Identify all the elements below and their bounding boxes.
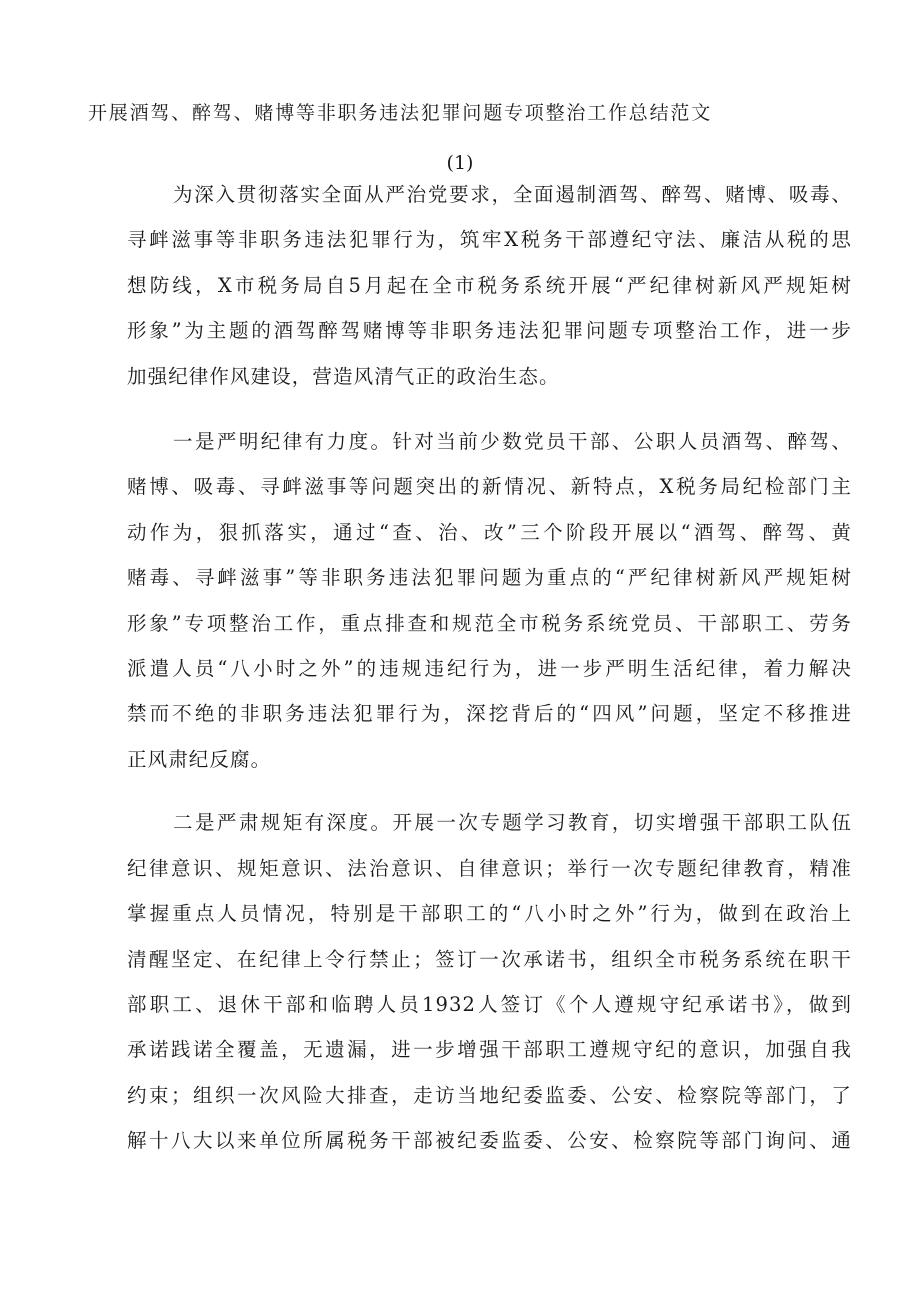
text-line: 形象”为主题的酒驾醉驾赌博等非职务违法犯罪问题专项整治工作，进一步 [127,319,852,343]
text-line: 为深入贯彻落实全面从严治党要求，全面遏制酒驾、醉驾、赌博、吸毒、 [173,183,852,206]
text-line: 寻衅滋事等非职务违法犯罪行为，筑牢X税务干部遵纪守法、廉洁从税的思 [127,228,852,252]
text-line: 想防线，X市税务局自5月起在全市税务系统开展“严纪律树新风严规矩树 [127,273,852,297]
text-line: 加强纪律作风建设，营造风清气正的政治生态。 [127,364,560,388]
text-line: 动作为，狠抓落实，通过“查、治、改”三个阶段开展以“酒驾、醉驾、黄 [127,520,852,544]
document-subtitle: (1) [446,152,474,174]
document-body [88,166,852,1164]
text-line: 形象”专项整治工作，重点排查和规范全市税务系统党员、干部职工、劳务 [127,611,852,635]
text-line: 部职工、退休干部和临聘人员1932人签订《个人遵规守纪承诺书》，做到 [127,992,852,1016]
text-line: 承诺践诺全覆盖，无遗漏，进一步增强干部职工遵规守纪的意识，加强自我 [127,1038,852,1062]
paragraph-discipline [88,419,852,782]
text-line: 约束；组织一次风险大排查，走访当地纪委监委、公安、检察院等部门，了 [127,1083,852,1107]
text-line: 一是严明纪律有力度。针对当前少数党员干部、公职人员酒驾、醉驾、 [173,430,852,454]
paragraph-rules [88,800,852,1163]
paragraph-intro [88,172,852,399]
text-line: 赌博、吸毒、寻衅滋事等问题突出的新情况、新特点，X税务局纪检部门主 [127,475,852,499]
text-line: 解十八大以来单位所属税务干部被纪委监委、公安、检察院等部门询问、通 [127,1129,852,1153]
text-line: 赌毒、寻衅滋事”等非职务违法犯罪问题为重点的“严纪律树新风严规矩树 [127,566,852,590]
text-line: 禁而不绝的非职务违法犯罪行为，深挖背后的“四风”问题，坚定不移推进 [127,702,852,726]
text-line: 派遣人员“八小时之外”的违规违纪行为，进一步严明生活纪律，着力解决 [127,657,852,681]
document-title: 开展酒驾、醉驾、赌博等非职务违法犯罪问题专项整治工作总结范文 [88,102,713,124]
text-line: 正风肃纪反腐。 [127,747,272,771]
text-line: 掌握重点人员情况，特别是干部职工的“八小时之外”行为，做到在政治上 [127,902,852,926]
text-line: 二是严肃规矩有深度。开展一次专题学习教育，切实增强干部职工队伍 [173,811,852,835]
text-line: 纪律意识、规矩意识、法治意识、自律意识；举行一次专题纪律教育，精准 [127,856,852,880]
text-line: 清醒坚定、在纪律上令行禁止；签订一次承诺书，组织全市税务系统在职干 [127,947,852,971]
